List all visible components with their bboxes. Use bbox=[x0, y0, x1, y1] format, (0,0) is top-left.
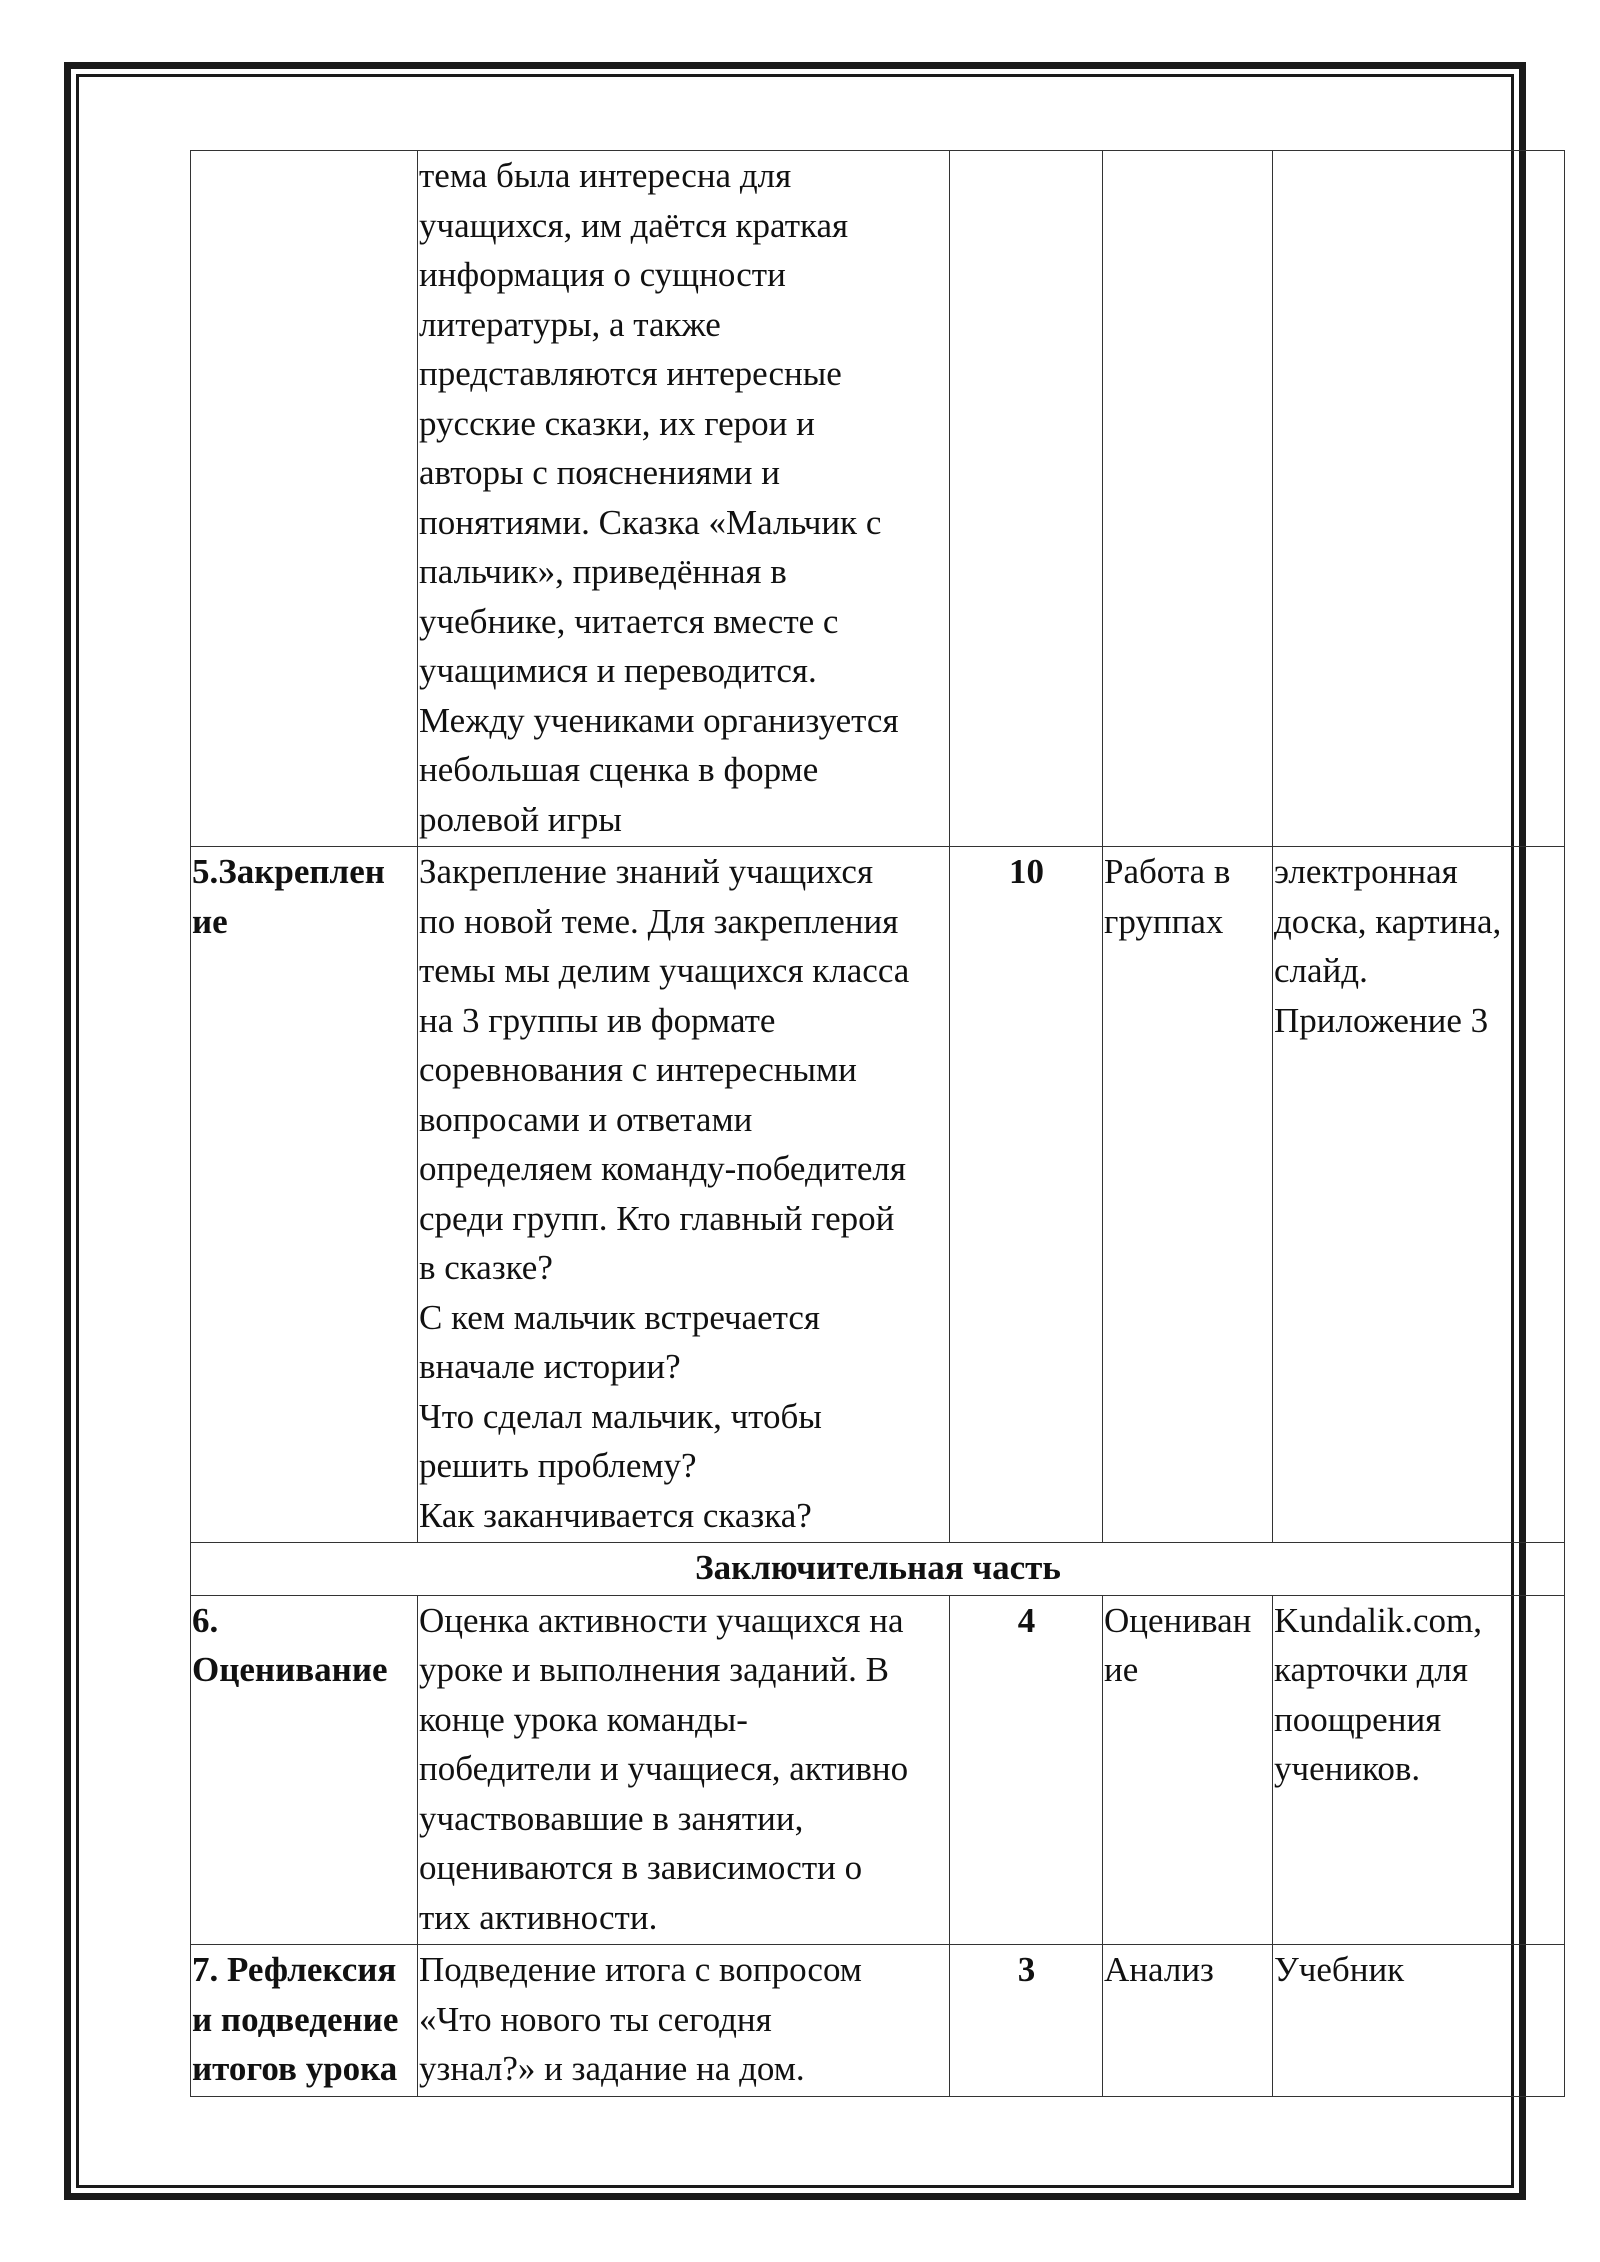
description-cell-line: по новой теме. Для закрепления bbox=[419, 901, 899, 941]
table-row bbox=[191, 151, 1565, 847]
stage-cell bbox=[191, 1595, 418, 1945]
description-cell-line: победители и учащиеся, активно bbox=[419, 1749, 909, 1788]
table-row bbox=[191, 847, 1565, 1543]
description-cell bbox=[418, 1595, 950, 1945]
stage-cell bbox=[191, 847, 418, 1543]
resources-cell-line: учеников. bbox=[1274, 1749, 1421, 1788]
description-cell-line: «Что нового ты сегодня bbox=[419, 1999, 772, 2039]
description-cell-line: среди групп. Кто главный герой bbox=[419, 1198, 895, 1238]
table-row bbox=[191, 1595, 1565, 1945]
description-cell-line: Оценка активности учащихся на bbox=[419, 1600, 904, 1640]
resources-cell-line: Kundalik.com, bbox=[1274, 1600, 1483, 1640]
stage-cell bbox=[191, 151, 418, 847]
description-cell-line: Как заканчивается сказка? bbox=[419, 1495, 812, 1535]
description-cell-line: тема была интересна для bbox=[419, 156, 792, 195]
resources-cell bbox=[1273, 1595, 1565, 1945]
method-cell-line: группах bbox=[1104, 901, 1224, 941]
description-cell-line: вначале истории? bbox=[419, 1347, 681, 1386]
time-cell bbox=[950, 151, 1103, 847]
time-cell: 3 bbox=[950, 1945, 1103, 2097]
description-cell-line: представляются интересные bbox=[419, 354, 842, 393]
method-cell-line: Анализ bbox=[1104, 1950, 1214, 1989]
description-cell-line: небольшая сценка в форме bbox=[419, 750, 819, 789]
resources-cell-line: Учебник bbox=[1274, 1950, 1405, 1989]
description-cell bbox=[418, 1945, 950, 2097]
method-cell-line: ие bbox=[1104, 1650, 1139, 1689]
resources-cell bbox=[1273, 1945, 1565, 2097]
description-cell-line: тих активности. bbox=[419, 1897, 658, 1937]
description-cell-line: понятиями. Сказка «Мальчик с bbox=[419, 502, 882, 542]
description-cell-line: Что сделал мальчик, чтобы bbox=[419, 1396, 822, 1436]
description-cell-line: участвовавшие в занятии, bbox=[419, 1798, 804, 1838]
stage-cell-line: итогов урока bbox=[192, 2049, 398, 2088]
description-cell-line: узнал?» и задание на дом. bbox=[419, 2049, 805, 2088]
method-cell bbox=[1103, 151, 1273, 847]
method-cell bbox=[1103, 847, 1273, 1543]
stage-cell-line: и подведение bbox=[192, 1999, 399, 2039]
description-cell-line: литературы, а также bbox=[419, 304, 721, 344]
description-cell-line: решить проблему? bbox=[419, 1446, 697, 1485]
stage-cell-line: 7. Рефлексия bbox=[192, 1950, 397, 1989]
description-cell-line: информация о сущности bbox=[419, 255, 786, 294]
description-cell bbox=[418, 847, 950, 1543]
time-cell: 10 bbox=[950, 847, 1103, 1543]
description-cell-line: пальчик», приведённая в bbox=[419, 552, 787, 591]
description-cell-line: вопросами и ответами bbox=[419, 1099, 753, 1139]
description-cell-line: учебнике, читается вместе с bbox=[419, 601, 839, 641]
resources-cell-line: Приложение 3 bbox=[1274, 1000, 1489, 1040]
description-cell-line: русские сказки, их герои и bbox=[419, 403, 815, 443]
description-cell-line: на 3 группы ив формате bbox=[419, 1000, 776, 1040]
resources-cell bbox=[1273, 151, 1565, 847]
description-cell-line: учащихся, им даётся краткая bbox=[419, 205, 849, 245]
section-row bbox=[191, 1543, 1565, 1596]
stage-cell-line: 5.Закреплен bbox=[192, 852, 385, 891]
time-cell: 4 bbox=[950, 1595, 1103, 1945]
description-cell-line: С кем мальчик встречается bbox=[419, 1297, 821, 1337]
description-cell-line: определяем команду-победителя bbox=[419, 1149, 906, 1188]
description-cell-line: Между учениками организуется bbox=[419, 700, 899, 740]
description-cell-line: оцениваются в зависимости о bbox=[419, 1848, 863, 1887]
description-cell-line: Подведение итога с вопросом bbox=[419, 1950, 862, 1989]
description-cell-line: соревнования с интересными bbox=[419, 1050, 857, 1089]
resources-cell-line: поощрения bbox=[1274, 1699, 1442, 1739]
description-cell-line: конце урока команды- bbox=[419, 1699, 748, 1739]
method-cell-line: Оцениван bbox=[1104, 1600, 1252, 1640]
description-cell-line: авторы с пояснениями и bbox=[419, 453, 780, 492]
method-cell bbox=[1103, 1945, 1273, 2097]
description-cell-line: уроке и выполнения заданий. В bbox=[419, 1650, 889, 1689]
resources-cell-line: карточки для bbox=[1274, 1650, 1468, 1689]
stage-cell-line: 6. bbox=[192, 1600, 219, 1640]
stage-cell-line: ие bbox=[192, 901, 228, 941]
description-cell-line: учащимися и переводится. bbox=[419, 651, 817, 690]
description-cell bbox=[418, 151, 950, 847]
stage-cell-line: Оценивание bbox=[192, 1650, 388, 1689]
resources-cell-line: электронная bbox=[1274, 852, 1458, 891]
resources-cell-line: слайд. bbox=[1274, 951, 1368, 990]
method-cell bbox=[1103, 1595, 1273, 1945]
section-title: Заключительная часть bbox=[191, 1543, 1565, 1596]
description-cell-line: в сказке? bbox=[419, 1248, 553, 1287]
resources-cell-line: доска, картина, bbox=[1274, 901, 1502, 941]
description-cell-line: ролевой игры bbox=[419, 799, 622, 839]
description-cell-line: Закрепление знаний учащихся bbox=[419, 852, 874, 891]
lesson-plan-body bbox=[191, 151, 1565, 2097]
method-cell-line: Работа в bbox=[1104, 852, 1231, 891]
stage-cell bbox=[191, 1945, 418, 2097]
lesson-plan-table bbox=[190, 150, 1565, 2097]
table-row bbox=[191, 1945, 1565, 2097]
description-cell-line: темы мы делим учащихся класса bbox=[419, 951, 910, 990]
resources-cell bbox=[1273, 847, 1565, 1543]
